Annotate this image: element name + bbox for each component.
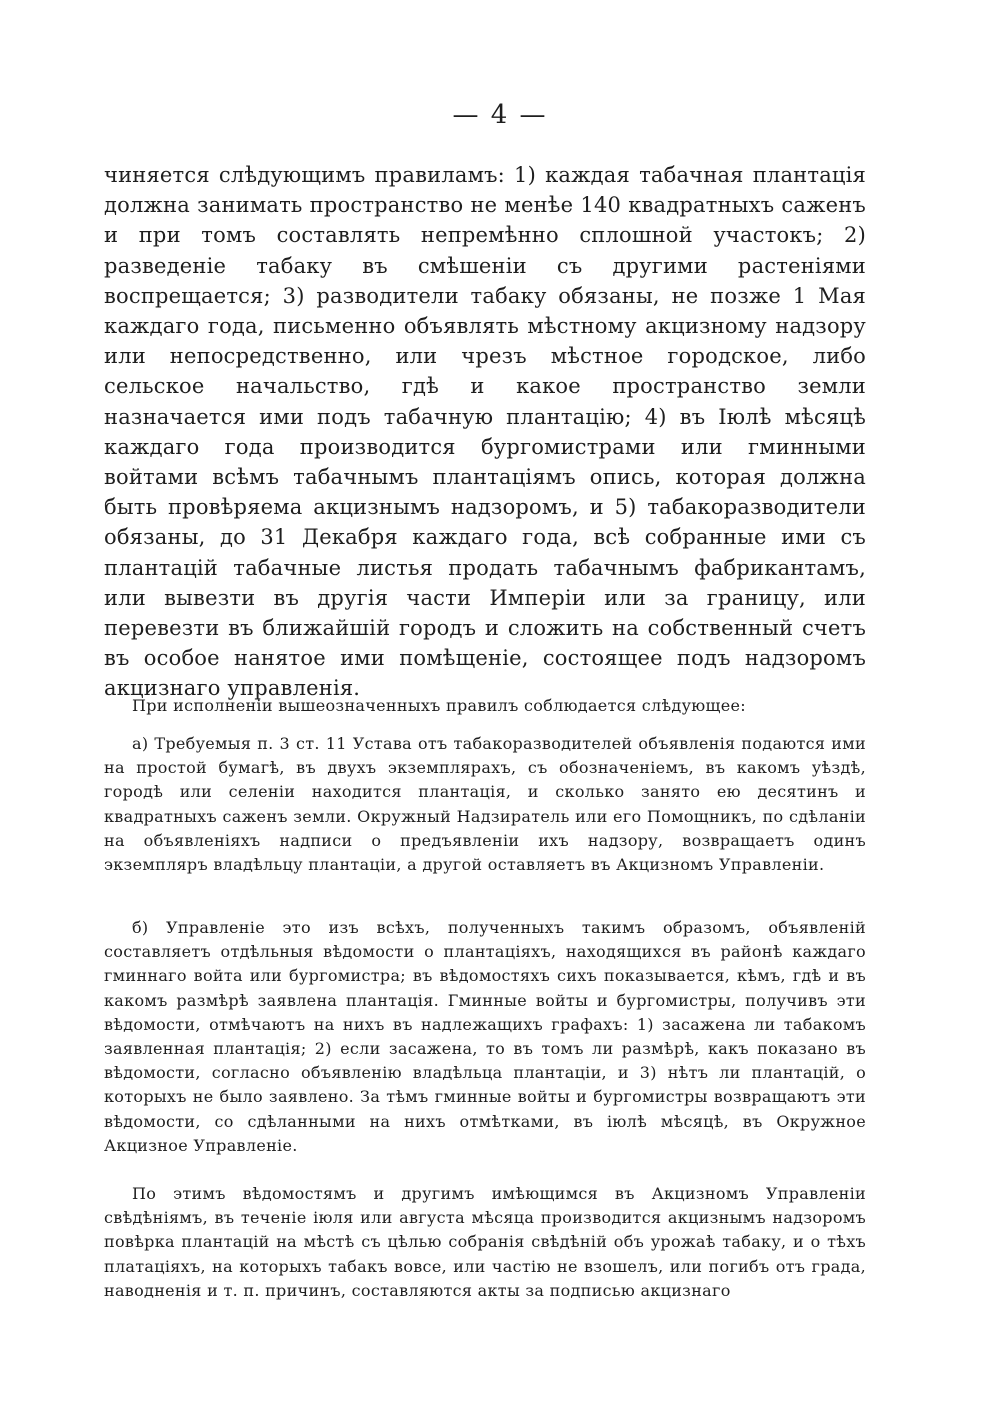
item-a-paragraph: а) Требуемыя п. 3 ст. 11 Устава отъ табакоразводителей объявленія подаются ими на простой бумагѣ, въ двухъ экземплярахъ, съ обозначеніемъ, въ какомъ уѣздѣ, городѣ или селеніи находится плантація, и сколько занято ею десятинъ и квадратныхъ саженъ земли. Окружный Надзиратель или его Помощникъ, по сдѣланіи на объявленіяхъ надписи о предъявленіи ихъ надзору, возвращаетъ одинъ экземпляръ владѣльцу плантаціи, а другой оставляетъ въ Акцизномъ Управленіи. [104,734,866,875]
intro-paragraph: При исполненіи вышеозначенныхъ правилъ соблюдается слѣдующее: [132,696,746,715]
closing-paragraph: По этимъ вѣдомостямъ и другимъ имѣющимся въ Акцизномъ Управленіи свѣдѣніямъ, въ теченіе іюля или августа мѣсяца производится акцизнымъ надзоромъ повѣрка плантацій на мѣстѣ съ цѣлью собранія свѣдѣній объ урожаѣ табаку, и о тѣхъ платаціяхъ, на которыхъ табакъ вовсе, или частію не взошелъ, или погибъ отъ града, наводненія и т. п. причинъ, составляются акты за подписью акцизнаго [104,1184,866,1300]
page-number: — 4 — [452,100,548,130]
main-paragraph: чиняется слѣдующимъ правиламъ: 1) каждая табачная плантація должна занимать пространство не менѣе 140 квадратныхъ саженъ и при томъ составлять непремѣнно сплошной участокъ; 2) разведеніе табаку въ смѣшеніи съ другими растеніями воспрещается; 3) разводители табаку обязаны, не позже 1 Мая каждаго года, письменно объявлять мѣстному акцизному надзору или непосредственно, или чрезъ мѣстное городское, либо сельское начальство, гдѣ и какое пространство земли назначается ими подъ табачную плантацію; 4) въ Іюлѣ мѣсяцѣ каждаго года производится бургомистрами или гминными войтами всѣмъ табачнымъ плантаціямъ опись, которая должна быть провѣряема акцизнымъ надзоромъ, и 5) табакоразводители обязаны, до 31 Декабря каждаго года, всѣ собранные ими съ плантацій табачные листья продать табачнымъ фабрикантамъ, или вывезти въ другія части Имперіи или за границу, или перевезти въ ближайшій городъ и сложить на собственный счетъ въ особое нанятое ими помѣщеніе, состоящее подъ надзоромъ акцизнаго управленія. [104,163,866,701]
item-b-paragraph: б) Управленіе это изъ всѣхъ, полученныхъ такимъ образомъ, объявленій составляетъ отдѣльныя вѣдомости о плантаціяхъ, находящихся въ районѣ каждаго гминнаго войта или бургомистра; въ вѣдомостяхъ сихъ показывается, кѣмъ, гдѣ и въ какомъ размѣрѣ заявлена плантація. Гминные войты и бургомистры, получивъ эти вѣдомости, отмѣчаютъ на нихъ въ надлежащихъ графахъ: 1) засажена ли табакомъ заявленная плантація; 2) если засажена, то въ томъ ли размѣрѣ, какъ показано въ вѣдомости, согласно объявленію владѣльца плантаціи, и 3) нѣтъ ли плантацій, о которыхъ не было заявлено. За тѣмъ гминные войты и бургомистры возвращаютъ эти вѣдомости, со сдѣланными на нихъ отмѣтками, въ іюлѣ мѣсяцѣ, въ Окружное Акцизное Управленіе. [104,918,866,1155]
